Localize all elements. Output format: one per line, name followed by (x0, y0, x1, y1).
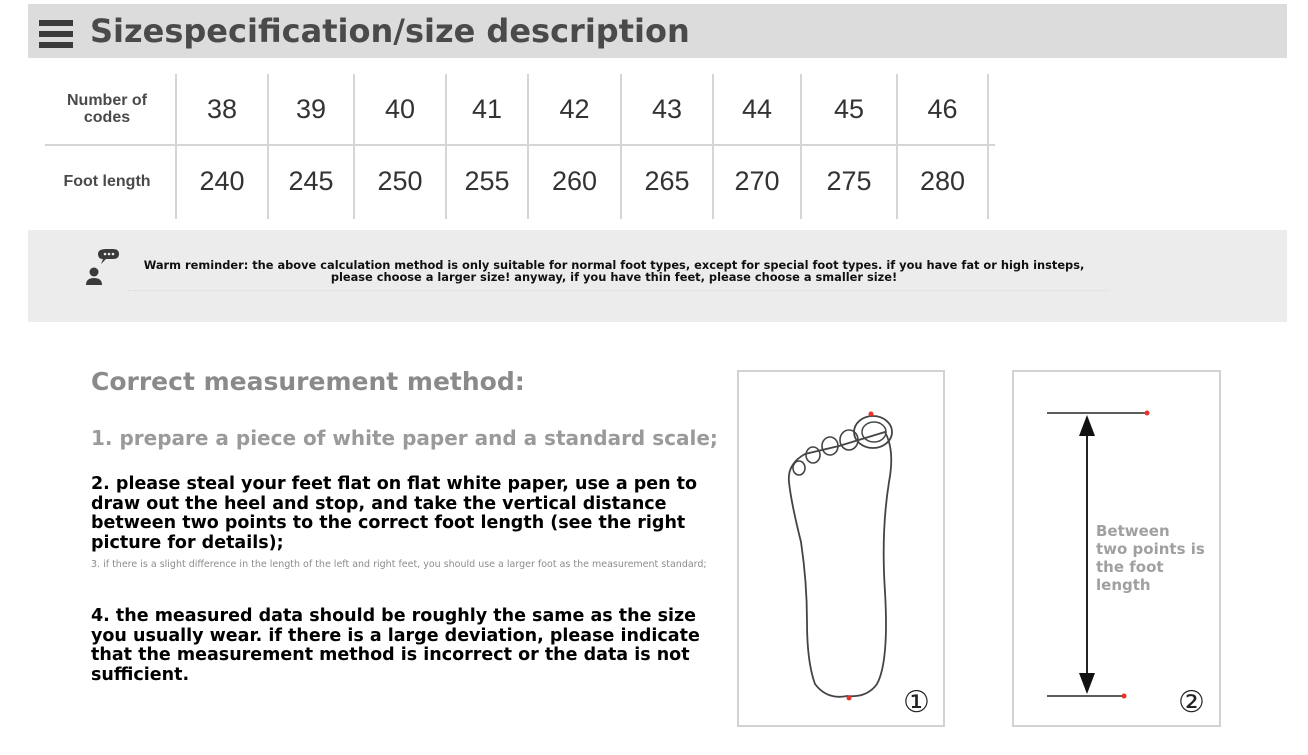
size-code-cell: 43 (651, 93, 683, 124)
toe-5 (793, 461, 805, 475)
method-step-4: 4. the measured data should be roughly the same as the size you usually wear. if there is a large deviation, please indicate that the measurement method is incorrect or the data is not sufficient. (91, 606, 700, 685)
table-column-divider (267, 74, 269, 219)
size-code-cell: 46 (927, 93, 958, 124)
foot-length-label: Between two points is the foot length (1096, 522, 1205, 594)
foot-length-cell: 260 (551, 165, 598, 196)
foot-outline-drawing (739, 372, 943, 725)
arrow-down (1079, 673, 1095, 694)
table-column-divider (353, 74, 355, 219)
title-bar (28, 4, 1287, 58)
method-step-2: 2. please steal your feet flat on flat white paper, use a pen to draw out the heel and stop, and take the vertical distance between two points to the correct foot length (see the right picture for details); (91, 474, 698, 553)
size-code-cell: 45 (833, 93, 865, 124)
size-code-cell: 38 (206, 93, 238, 124)
warm-reminder-banner (28, 230, 1287, 322)
measurement-method (91, 367, 721, 685)
size-code-cell: 41 (471, 93, 503, 124)
table-column-divider (896, 74, 898, 219)
method-title: Correct measurement method: (91, 367, 525, 396)
toe-4 (806, 447, 820, 463)
figure-number-1: ① (903, 685, 930, 720)
reminder-text: Warm reminder: the above calculation method is only suitable for normal foot types, except for special foot types. if you have fat or high insteps, please choose a larger size! anyway, if you have thin feet, please choose a smaller size! (143, 258, 1085, 284)
bottom-marker (1122, 694, 1127, 699)
size-table (45, 74, 995, 219)
toe-marker (869, 412, 874, 417)
foot-length-cell: 270 (734, 165, 780, 196)
speech-bubble-person-icon (84, 248, 120, 286)
table-column-divider (987, 74, 989, 219)
table-column-divider (175, 74, 177, 219)
table-row-codes (45, 74, 995, 144)
foot-length-cell: 250 (377, 165, 423, 196)
row-label-foot-length: Foot length (63, 172, 151, 190)
heel-marker (847, 696, 852, 701)
page-title: Sizespecification/size description (90, 12, 690, 50)
table-column-divider (800, 74, 802, 219)
measurement-figure (1012, 370, 1221, 727)
faint-divider (128, 290, 1108, 292)
foot-length-cell: 275 (826, 165, 872, 196)
table-column-divider (712, 74, 714, 219)
size-code-cell: 44 (741, 93, 773, 124)
table-row-foot-length (45, 146, 995, 216)
foot-length-cell: 245 (288, 165, 334, 196)
method-step-3: 3. if there is a slight difference in the length of the left and right feet, you should use a larger foot as the measurement standard; (91, 559, 707, 570)
method-step-1: 1. prepare a piece of white paper and a standard scale; (91, 426, 718, 450)
table-column-divider (620, 74, 622, 219)
arrow-up (1079, 415, 1095, 436)
top-marker (1145, 411, 1150, 416)
foot-length-cell: 240 (199, 165, 245, 196)
figure-number-2: ② (1178, 685, 1205, 720)
foot-length-cell: 265 (644, 165, 690, 196)
size-code-cell: 39 (295, 93, 327, 124)
table-column-divider (527, 74, 529, 219)
toe-2 (840, 430, 858, 450)
menu-icon (39, 20, 73, 48)
table-column-divider (445, 74, 447, 219)
row-label-codes: Number of codes (67, 92, 147, 126)
foot-length-cell: 280 (919, 165, 966, 196)
size-code-cell: 42 (559, 93, 590, 124)
foot-length-cell: 255 (464, 165, 510, 196)
size-code-cell: 40 (384, 93, 416, 124)
foot-outline-figure (737, 370, 945, 727)
